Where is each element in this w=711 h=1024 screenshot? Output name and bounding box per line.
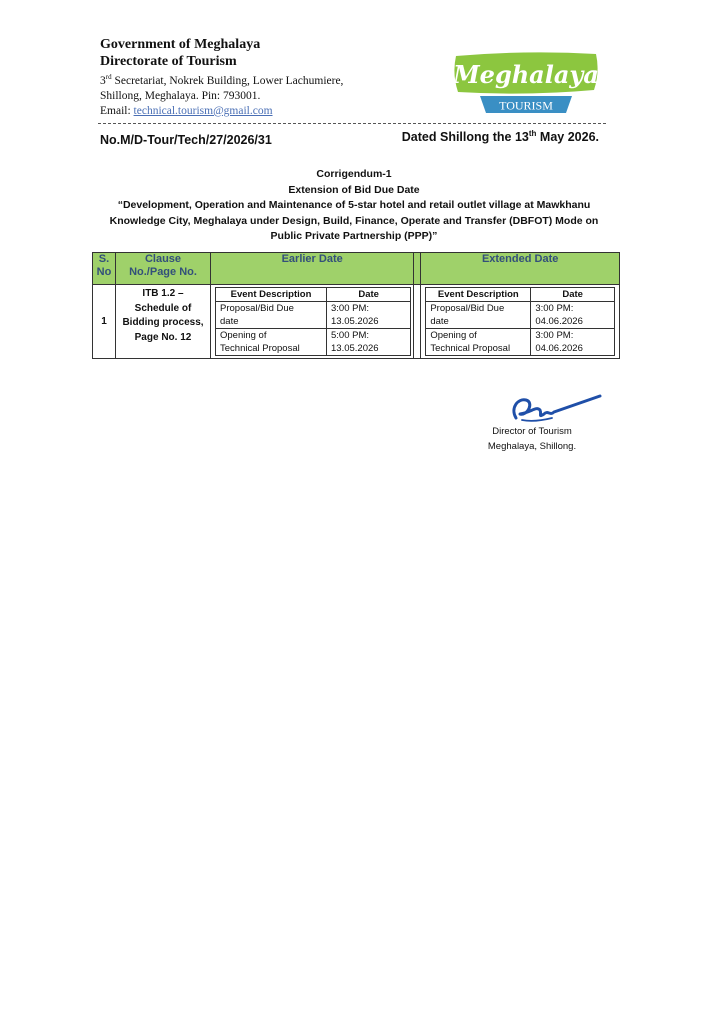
extended-day-2: 04.06.2026 <box>535 343 583 354</box>
header-extended-date: Extended Date <box>421 253 620 285</box>
earlier-desc-2a: Opening of <box>220 330 267 341</box>
extended-desc-1a: Proposal/Bid Due <box>430 303 505 314</box>
extended-row-2 <box>426 329 615 356</box>
earlier-date-header: Date <box>327 288 411 302</box>
signatory-place: Meghalaya, Shillong. <box>487 441 577 452</box>
email-label: Email: <box>100 104 134 117</box>
earlier-desc-2 <box>216 329 327 356</box>
extended-date-header: Date <box>531 288 615 302</box>
earlier-time-1: 3:00 PM: <box>331 303 370 314</box>
earlier-inner-header <box>216 288 411 302</box>
earlier-desc-1 <box>216 302 327 329</box>
dated-suffix: May 2026. <box>536 130 599 145</box>
title-line-4: Knowledge City, Meghalaya under Design, Build, Finance, Operate and Transfer (DBFOT) Mode on <box>109 214 599 227</box>
dated-ordinal: th <box>528 129 537 138</box>
extended-row-1 <box>426 302 615 329</box>
title-line-2: Extension of Bid Due Date <box>288 183 420 196</box>
extended-desc-2a: Opening of <box>430 330 477 341</box>
meghalaya-tourism-logo <box>452 50 600 116</box>
extended-desc-2b: Technical Proposal <box>430 343 511 354</box>
table-row <box>93 285 620 359</box>
header-sno <box>93 253 116 285</box>
table-header-row <box>93 253 620 285</box>
header-clause-b: No./Page No. <box>129 266 197 278</box>
header-clause-a: Clause <box>144 253 182 265</box>
extended-time-2: 3:00 PM: <box>535 330 574 341</box>
address-line-1 <box>100 70 400 89</box>
header-sno-a: S. <box>98 253 110 265</box>
corrigendum-title <box>98 167 610 245</box>
header-sno-b: No <box>96 266 112 278</box>
reference-number: No.M/D-Tour/Tech/27/2026/31 <box>100 133 272 147</box>
signatory-title: Director of Tourism <box>492 426 572 437</box>
address-number: 3 <box>100 74 106 87</box>
extended-inner-header <box>426 288 615 302</box>
header-divider <box>98 123 606 124</box>
earlier-date-1 <box>327 302 411 329</box>
title-line-3: “Development, Operation and Maintenance of 5-star hotel and retail outlet village at Mawkhanu <box>117 199 591 211</box>
extension-table <box>92 252 620 359</box>
extended-desc-2 <box>426 329 531 356</box>
earlier-inner-table <box>215 287 411 356</box>
extended-date-2 <box>531 329 615 356</box>
address-line-2: Shillong, Meghalaya. Pin: 793001. <box>100 89 261 102</box>
header-gap <box>414 253 421 285</box>
address-text: Secretariat, Nokrek Building, Lower Lachumiere, <box>111 74 344 87</box>
email-line <box>100 104 400 119</box>
extended-date-1 <box>531 302 615 329</box>
title-line-5: Public Private Partnership (PPP)” <box>270 230 438 242</box>
logo-word: Meghalaya <box>453 60 599 89</box>
logo-sub: TOURISM <box>499 98 553 113</box>
row-clause: ITB 1.2 – Schedule of Bidding process, Page No. 12 <box>116 285 211 359</box>
signatory-block <box>472 424 592 454</box>
earlier-time-2: 5:00 PM: <box>331 330 370 341</box>
extended-cell <box>421 285 620 359</box>
earlier-day-1: 13.05.2026 <box>331 316 379 327</box>
earlier-cell <box>211 285 414 359</box>
dated-line <box>402 129 599 144</box>
header-earlier-date: Earlier Date <box>211 253 414 285</box>
government-name: Government of Meghalaya <box>100 37 261 52</box>
earlier-desc-header: Event Description <box>216 288 327 302</box>
address-ordinal: rd <box>105 73 112 81</box>
row-gap <box>414 285 421 359</box>
earlier-desc-1a: Proposal/Bid Due <box>220 303 294 314</box>
earlier-desc-2b: Technical Proposal <box>220 343 300 354</box>
earlier-row-2 <box>216 329 411 356</box>
extended-desc-1 <box>426 302 531 329</box>
earlier-row-1 <box>216 302 411 329</box>
directorate-name: Directorate of Tourism <box>100 54 237 69</box>
row-sno: 1 <box>93 285 116 359</box>
extended-time-1: 3:00 PM: <box>535 303 574 314</box>
header-clause <box>116 253 211 285</box>
extended-day-1: 04.06.2026 <box>535 316 583 327</box>
earlier-day-2: 13.05.2026 <box>331 343 379 354</box>
earlier-desc-1b: date <box>220 316 239 327</box>
extended-inner-table <box>425 287 615 356</box>
extended-desc-1b: date <box>430 316 449 327</box>
letterhead <box>100 36 400 119</box>
extended-desc-header: Event Description <box>426 288 531 302</box>
dated-prefix: Dated Shillong the 13 <box>401 130 529 145</box>
email-link[interactable]: technical.tourism@gmail.com <box>133 104 273 117</box>
earlier-date-2 <box>327 329 411 356</box>
signature <box>492 392 612 424</box>
title-line-1: Corrigendum-1 <box>316 168 392 180</box>
